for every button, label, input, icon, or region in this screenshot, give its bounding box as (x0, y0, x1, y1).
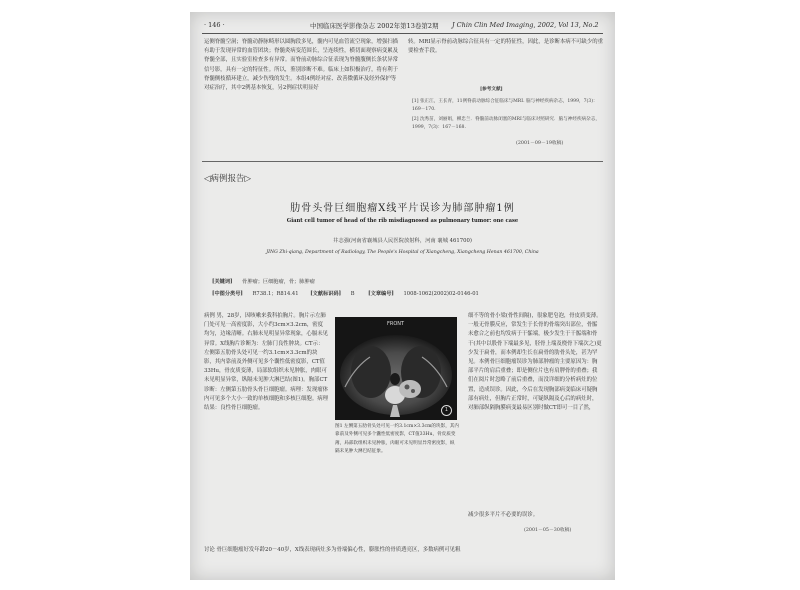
classification-row (212, 290, 479, 297)
author-affiliation-en: JING Zhi-qiang, Department of Radiology, The People's Hospital of Xiangcheng, Xiangcheng Henan 461700, China (266, 250, 539, 255)
body-column-3-end: 减少很多平片不必要的误诊。 (468, 512, 539, 518)
journal-title-cn: 中国临床医学影像杂志 2002年第13卷第2期 (310, 22, 439, 30)
header-rule (202, 33, 603, 34)
reference-item: [2] 沈秀苗，刘丽娟，柳忠兰．脊髓前动脉闭塞的MRI与临床对照研究．脑与神经疾病杂志，1999，7(3)：167－168. (412, 117, 600, 130)
keywords-row (212, 278, 315, 285)
section-label: ◁病例报告▷ (204, 174, 252, 184)
figure-caption: 图1 左侧第五肋骨头处可见一约3.1cm×3.3cm的块影，其内靠前及外侧可见多个囊性低密度影，CT值33Hu，骨皮质变薄，局部软组织未见肿胀，肉眼可未见明显异常密度影，纵隔未见肿大淋巴结征象。 (335, 424, 459, 454)
body-column-3: 细不等的骨小梁(骨性间隔)，很象肥皂泡，骨皮质变薄。一般无骨膜反应，常发生于长骨的骨端突出部位，骨骺未愈合之前也均发病于干骺端，极少发生于干骺端和骨干(其中以股骨下端最多见，胫骨上端及桡骨下端次之)更少发于扁骨，而本例却生长在扁骨的肋骨头处，甚为罕见。本例骨巨细胞瘤误诊为肺部肿瘤的主要原因为：胸部平片的肩后重叠；即是侧位片也有肩胛骨的重叠；我们在阅片时忽略了前后重叠，而没详细的分析病灶的位置，造成误诊。因此，今后在发现胸部病变临床可疑胸部有病灶，但胸片正常时，可疑纵隔及心后的病灶时，对肺部纵隔胸膜病变最易区别时做CT即可一目了然， (468, 313, 602, 412)
article-id-label: [文章编号] (368, 291, 394, 297)
discussion-text: 讨论 骨巨细胞瘤好发年龄20－40岁，X线表现病灶多为骨端偏心性，膨胀性的骨质透亮区，多数病例可见粗 (204, 547, 461, 553)
references-heading: [参考文献] (480, 87, 503, 92)
ct-scan-figure (335, 317, 457, 420)
clc-value: R738.1；R814.41 (252, 291, 299, 297)
doc-code-value: B (350, 291, 355, 297)
journal-page (190, 12, 615, 580)
figure-number-badge: 1 (441, 405, 452, 416)
article-id-value: 1008-1062(2002)02-0146-01 (403, 291, 479, 297)
ct-scan-image (335, 317, 457, 420)
keywords-label: [关键词] (212, 279, 233, 285)
author-line-cn: 井志强(河南省襄城县人民医院放射科，河南 襄城 461700) (333, 238, 472, 244)
prev-article-left-column: 运侧脊髓空洞；脊髓动静脉畸形以圆胸段多见，髓内可见血管流空现象，增强扫描有助于发现异常的血管团块；脊髓炎病变范围长，呈连续性，横切面观察病变累及脊髓全部，且实验室检查多有异常。而脊前动脉综合征表现为脊髓腹侧长条状异常信号影，具有一定的特征性。所以，鉴别诊断不难。临床上如积极治疗，将有利于脊髓侧枝循环建立，减少伤残的发生。本组4例经对症、改善微循环及经外保护等对症治疗，其中2例基本恢复，另2例症状明显好 (204, 39, 399, 92)
figure-label: FRONT (387, 321, 405, 327)
prev-article-right-column: 转。MRI显示脊前动脉综合征具有一定的特征性，因此，是诊断本病不可缺少的重要检查手段。 (408, 39, 603, 55)
reference-item: [1] 张正江，王长青，11例脊前动脉综合征临床与MRI. 脑与神经疾病杂志，1999，7(3)：169－170. (412, 99, 598, 112)
body-column-1: 病例 男，28岁，因咳嗽来我科拍胸片。胸片示左肺门处可见一高密度影，大小约3cm×3.2cm，密度均匀，边缘清晰。右肺未见明显异常现象，心膈未见异常。X线胸片诊断为：左肺门良性肿块。CT示：左侧第五肋骨头处可见一约3.1cm×3.3cm的块影，其内靠前及外侧可见多个囊性低密度影，CT值33Hu，骨皮质变薄，局部软组织未见肿胀，肉眼可未见明显异常，纵隔未见肿大淋巴结(图1)。胸部CT诊断：左侧第五肋骨头骨巨细胞瘤。病理：发现瘤体内可见多个大小一致的单核细胞和多核巨细胞。病理结果：良性骨巨细胞瘤。 (204, 313, 328, 412)
keywords-value: 骨肿瘤；巨细胞瘤，骨；肺肿瘤 (242, 279, 315, 285)
article-title-cn: 肋骨头骨巨细胞瘤X线平片误诊为肺部肿瘤1例 (290, 203, 515, 214)
clc-label: [中图分类号] (212, 291, 243, 297)
doc-code-label: [文献标识码] (310, 291, 342, 297)
journal-title-en: J Chin Clin Med Imaging, 2002, Vol 13, No.2 (452, 21, 599, 29)
prev-received-date: (2001－09－19收稿) (516, 141, 564, 146)
page-number: · 146 · (204, 21, 225, 29)
section-divider (202, 161, 603, 162)
article-title-en: Giant cell tumor of head of the rib misdiagnosed as pulmonary tumor: one case (286, 218, 519, 224)
received-date: (2001－05－30收稿) (524, 528, 572, 533)
